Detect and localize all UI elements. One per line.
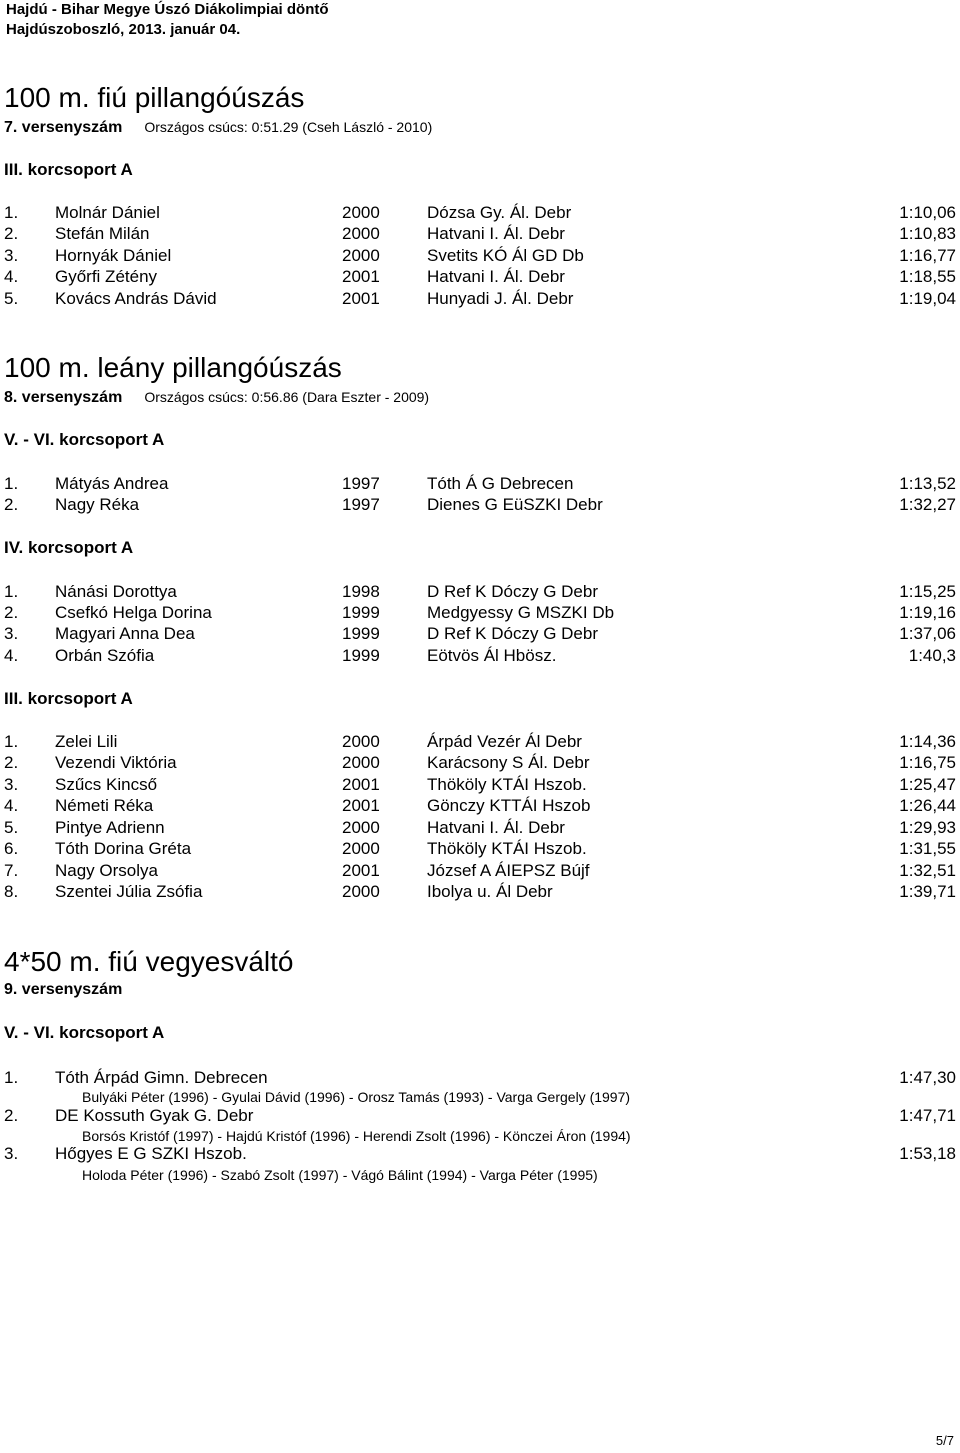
result-time: 1:39,71 xyxy=(899,882,956,901)
birth-year: 1997 xyxy=(342,495,380,514)
document-header-title: Hajdú - Bihar Megye Úszó Diákolimpiai döntő xyxy=(6,1,329,18)
place: 6. xyxy=(4,839,19,858)
result-time: 1:32,51 xyxy=(899,861,956,880)
swimmer-name: Magyari Anna Dea xyxy=(55,624,195,643)
place: 3. xyxy=(4,624,19,643)
result-time: 1:31,55 xyxy=(899,839,956,858)
swimmer-name: Szűcs Kincső xyxy=(55,775,158,794)
result-time: 1:14,36 xyxy=(899,732,956,751)
birth-year: 2001 xyxy=(342,267,380,286)
result-time: 1:13,52 xyxy=(899,474,956,493)
table-row xyxy=(0,795,960,817)
birth-year: 1999 xyxy=(342,646,380,665)
swimmer-name: Hornyák Dániel xyxy=(55,246,172,265)
birth-year: 2000 xyxy=(342,224,380,243)
age-group-label: IV. korcsoport A xyxy=(4,538,134,557)
age-group-label: V. - VI. korcsoport A xyxy=(4,1023,165,1042)
place: 4. xyxy=(4,796,19,815)
school: Hatvani I. Ál. Debr xyxy=(427,267,565,286)
place: 1. xyxy=(4,1068,19,1087)
swimmer-name: Nagy Réka xyxy=(55,495,140,514)
relay-members: Holoda Péter (1996) - Szabó Zsolt (1997) - Vágó Bálint (1994) - Varga Péter (1995) xyxy=(82,1167,598,1183)
swimmer-name: Győrfi Zétény xyxy=(55,267,158,286)
birth-year: 2001 xyxy=(342,775,380,794)
table-row xyxy=(0,602,960,624)
result-time: 1:47,30 xyxy=(899,1068,956,1087)
relay-team-name: Hőgyes E G SZKI Hszob. xyxy=(55,1144,247,1163)
birth-year: 2000 xyxy=(342,818,380,837)
national-record: Országos csúcs: 0:51.29 (Cseh László - 2010) xyxy=(144,119,433,135)
swimmer-name: Németi Réka xyxy=(55,796,154,815)
relay-team-name: Tóth Árpád Gimn. Debrecen xyxy=(55,1068,268,1087)
birth-year: 1998 xyxy=(342,582,380,601)
school: Thököly KTÁI Hszob. xyxy=(427,839,587,858)
result-time: 1:16,75 xyxy=(899,753,956,772)
result-time: 1:15,25 xyxy=(899,582,956,601)
school: Hatvani I. Ál. Debr xyxy=(427,224,565,243)
table-row xyxy=(0,860,960,882)
swimmer-name: Szentei Júlia Zsófia xyxy=(55,882,203,901)
swimmer-name: Pintye Adrienn xyxy=(55,818,165,837)
birth-year: 2000 xyxy=(342,203,380,222)
result-time: 1:26,44 xyxy=(899,796,956,815)
table-row xyxy=(0,581,960,603)
event-title: 4*50 m. fiú vegyesváltó xyxy=(4,946,294,977)
place: 2. xyxy=(4,495,19,514)
table-row xyxy=(0,202,960,224)
place: 3. xyxy=(4,1144,19,1163)
birth-year: 2000 xyxy=(342,753,380,772)
school: Medgyessy G MSZKI Db xyxy=(427,603,615,622)
table-row xyxy=(0,245,960,267)
table-row xyxy=(0,817,960,839)
event-number-label: 8. versenyszám xyxy=(4,389,123,406)
relay-team-name: DE Kossuth Gyak G. Debr xyxy=(55,1106,254,1125)
place: 1. xyxy=(4,732,19,751)
place: 2. xyxy=(4,603,19,622)
place: 2. xyxy=(4,753,19,772)
school: Karácsony S Ál. Debr xyxy=(427,753,590,772)
age-group-label: III. korcsoport A xyxy=(4,689,133,708)
birth-year: 1999 xyxy=(342,624,380,643)
swimmer-name: Molnár Dániel xyxy=(55,203,160,222)
result-time: 1:29,93 xyxy=(899,818,956,837)
place: 3. xyxy=(4,246,19,265)
place: 4. xyxy=(4,646,19,665)
birth-year: 2000 xyxy=(342,882,380,901)
swimmer-name: Vezendi Viktória xyxy=(55,753,177,772)
table-row xyxy=(0,881,960,903)
result-time: 1:37,06 xyxy=(899,624,956,643)
school: Tóth Á G Debrecen xyxy=(427,474,574,493)
table-row xyxy=(0,223,960,245)
age-group-label: III. korcsoport A xyxy=(4,160,133,179)
birth-year: 1999 xyxy=(342,603,380,622)
swimmer-name: Orbán Szófia xyxy=(55,646,155,665)
swimmer-name: Mátyás Andrea xyxy=(55,474,169,493)
school: Árpád Vezér Ál Debr xyxy=(427,732,582,751)
birth-year: 2000 xyxy=(342,839,380,858)
place: 1. xyxy=(4,582,19,601)
table-row xyxy=(0,623,960,645)
relay-members: Bulyáki Péter (1996) - Gyulai Dávid (1996) - Orosz Tamás (1993) - Varga Gergely (1997) xyxy=(82,1089,631,1105)
result-time: 1:18,55 xyxy=(899,267,956,286)
school: Thököly KTÁI Hszob. xyxy=(427,775,587,794)
school: Hatvani I. Ál. Debr xyxy=(427,818,565,837)
birth-year: 2001 xyxy=(342,796,380,815)
table-row xyxy=(0,838,960,860)
swimmer-name: Kovács András Dávid xyxy=(55,289,217,308)
event-number-label: 7. versenyszám xyxy=(4,119,123,136)
result-time: 1:16,77 xyxy=(899,246,956,265)
page-number: 5/7 xyxy=(935,1433,954,1448)
swimmer-name: Zelei Lili xyxy=(55,732,118,751)
school: D Ref K Dóczy G Debr xyxy=(427,582,598,601)
event-number: 9. versenyszám xyxy=(4,981,123,998)
school: Dózsa Gy. Ál. Debr xyxy=(427,203,572,222)
event-title: 100 m. leány pillangóúszás xyxy=(4,352,342,383)
result-time: 1:19,04 xyxy=(899,289,956,308)
birth-year: 2000 xyxy=(342,732,380,751)
swimmer-name: Tóth Dorina Gréta xyxy=(55,839,192,858)
school: Gönczy KTTÁI Hszob xyxy=(427,796,591,815)
table-row xyxy=(0,494,960,516)
birth-year: 1997 xyxy=(342,474,380,493)
swimmer-name: Nagy Orsolya xyxy=(55,861,158,880)
swimmer-name: Stefán Milán xyxy=(55,224,150,243)
school: Ibolya u. Ál Debr xyxy=(427,882,553,901)
national-record: Országos csúcs: 0:56.86 (Dara Eszter - 2009) xyxy=(144,389,430,405)
table-row xyxy=(0,288,960,310)
table-row xyxy=(0,645,960,667)
table-row xyxy=(0,731,960,753)
school: Hunyadi J. Ál. Debr xyxy=(427,289,574,308)
place: 8. xyxy=(4,882,19,901)
school: József A ÁIEPSZ Bújf xyxy=(427,861,590,880)
school: Svetits KÓ Ál GD Db xyxy=(427,246,584,265)
relay-team-row xyxy=(0,1143,960,1165)
age-group-label: V. - VI. korcsoport A xyxy=(4,430,165,449)
result-time: 1:32,27 xyxy=(899,495,956,514)
relay-members: Borsós Kristóf (1997) - Hajdú Kristóf (1996) - Herendi Zsolt (1996) - Könczei Áron (1994) xyxy=(82,1128,631,1144)
result-time: 1:40,3 xyxy=(908,646,956,665)
place: 5. xyxy=(4,289,19,308)
swimmer-name: Nánási Dorottya xyxy=(55,582,177,601)
place: 4. xyxy=(4,267,19,286)
event-title: 100 m. fiú pillangóúszás xyxy=(4,82,305,113)
school: Eötvös Ál Hbösz. xyxy=(427,646,557,665)
place: 2. xyxy=(4,1106,19,1125)
result-time: 1:10,83 xyxy=(899,224,956,243)
event-number xyxy=(4,117,432,138)
birth-year: 2000 xyxy=(342,246,380,265)
place: 5. xyxy=(4,818,19,837)
place: 2. xyxy=(4,224,19,243)
result-time: 1:47,71 xyxy=(899,1106,956,1125)
document-header-date: Hajdúszoboszló, 2013. január 04. xyxy=(6,21,241,38)
table-row xyxy=(0,473,960,495)
result-time: 1:53,18 xyxy=(899,1144,956,1163)
relay-team-row xyxy=(0,1067,960,1089)
result-time: 1:10,06 xyxy=(899,203,956,222)
result-time: 1:25,47 xyxy=(899,775,956,794)
school: D Ref K Dóczy G Debr xyxy=(427,624,598,643)
relay-team-row xyxy=(0,1105,960,1127)
birth-year: 2001 xyxy=(342,289,380,308)
result-time: 1:19,16 xyxy=(899,603,956,622)
table-row xyxy=(0,752,960,774)
place: 1. xyxy=(4,203,19,222)
place: 3. xyxy=(4,775,19,794)
table-row xyxy=(0,266,960,288)
event-number xyxy=(4,387,429,408)
birth-year: 2001 xyxy=(342,861,380,880)
school: Dienes G EüSZKI Debr xyxy=(427,495,603,514)
table-row xyxy=(0,774,960,796)
place: 7. xyxy=(4,861,19,880)
swimmer-name: Csefkó Helga Dorina xyxy=(55,603,212,622)
place: 1. xyxy=(4,474,19,493)
